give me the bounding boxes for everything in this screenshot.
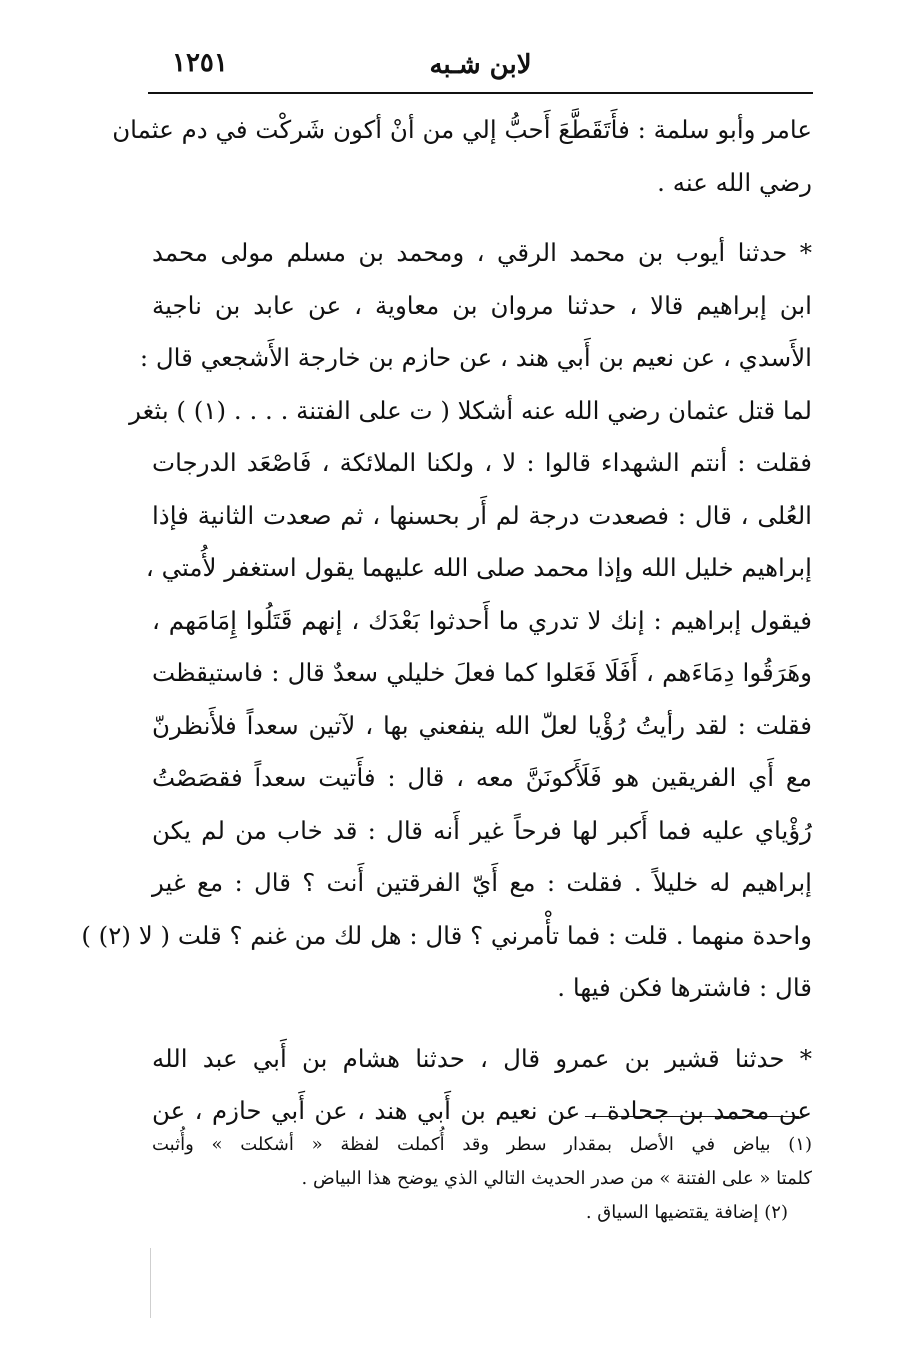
text-line: العُلى ، قال : فصعدت درجة لم أَر بحسنها ، ثم صعدت الثانية فإذا bbox=[152, 500, 812, 530]
text-line: فيقول إبراهيم : إنك لا تدري ما أَحدثوا بَعْدَك ، إنهم قَتَلُوا إِمَامَهم ، bbox=[152, 605, 812, 635]
text-line: الأَسدي ، عن نعيم بن أَبي هند ، عن حازم بن خارجة الأَشجعي قال : bbox=[139, 343, 812, 372]
header-rule bbox=[148, 92, 813, 94]
footnotes bbox=[152, 1128, 812, 1230]
footnote-line: (٢) إضافة يقتضيها السياق . bbox=[585, 1202, 788, 1223]
text-line: واحدة منهما . قلت : فما تأْمرني ؟ قال : هل لك من غنم ؟ قلت ( لا (٢) ) bbox=[81, 920, 812, 950]
page-header bbox=[148, 42, 813, 92]
footnote-line: (١) بياض في الأصل بمقدار سطر وقد أُكملت لفظة « أشكلت » وأُثبت bbox=[152, 1134, 812, 1155]
scan-edge-mark bbox=[150, 1248, 151, 1318]
text-line: قال : فاشترها فكن فيها . bbox=[557, 973, 812, 1002]
text-line: عامر وأبو سلمة : فأَتَقَطَّعَ أَحبُّ إلي من أنْ أكون شَركْت في دم عثمان bbox=[112, 115, 812, 144]
text-line: وهَرَقُوا دِمَاءَهم ، أَفَلَا فَعَلوا كما فعلَ خليلي سعدٌ قال : فاستيقظت bbox=[152, 658, 812, 687]
page-number: ١٢٥١ bbox=[172, 48, 228, 78]
text-line: مع أَي الفريقين هو فَلَأَكونَنَّ معه ، قال : فأَتيت سعداً فقصَصْتُ bbox=[152, 763, 812, 792]
text-line: لما قتل عثمان رضي الله عنه أشكلا ( ت على الفتنة . . . . (١) ) بثغر bbox=[129, 395, 812, 425]
text-line: فقلت : أنتم الشهداء قالوا : لا ، ولكنا الملائكة ، فَاصْعَد الدرجات bbox=[152, 448, 812, 477]
text-line: عن محمد بن جحادة ، عن نعيم بن أَبي هند ، عن أَبي حازم ، عن bbox=[152, 1096, 812, 1125]
text-line: فقلت : لقد رأيتُ رُؤْيا لعلّ الله ينفعني بها ، لآتين سعداً فلأَنظرنّ bbox=[152, 710, 812, 740]
running-title: لابن شـبه bbox=[429, 50, 532, 80]
text-line: إبراهيم خليل الله وإذا محمد صلى الله عليهما يقول استغفر لأُمتي ، bbox=[145, 553, 812, 582]
paragraph-gap bbox=[152, 1015, 812, 1033]
text-line: رُؤْياي عليه فما أَكبر لها فرحاً غير أَنه قال : قد خاب من لم يكن bbox=[152, 815, 812, 845]
text-line: إبراهيم له خليلاً . فقلت : مع أَيّ الفرقتين أَنت ؟ قال : مع غير bbox=[152, 868, 812, 897]
text-line: ابن إبراهيم قالا ، حدثنا مروان بن معاوية ، عن عابد بن ناجية bbox=[152, 290, 812, 320]
text-line: * حدثنا أيوب بن محمد الرقي ، ومحمد بن مسلم مولى محمد bbox=[152, 238, 812, 267]
footnote-rule bbox=[585, 1116, 799, 1117]
text-line: رضي الله عنه . bbox=[657, 167, 812, 197]
paragraph-gap bbox=[152, 209, 812, 227]
footnote-line: كلمتا « على الفتنة » من صدر الحديث التالي الذي يوضح هذا البياض . bbox=[301, 1168, 812, 1189]
text-line: * حدثنا قشير بن عمرو قال ، حدثنا هشام بن أَبي عبد الله bbox=[152, 1043, 812, 1073]
main-text bbox=[81, 104, 812, 1138]
